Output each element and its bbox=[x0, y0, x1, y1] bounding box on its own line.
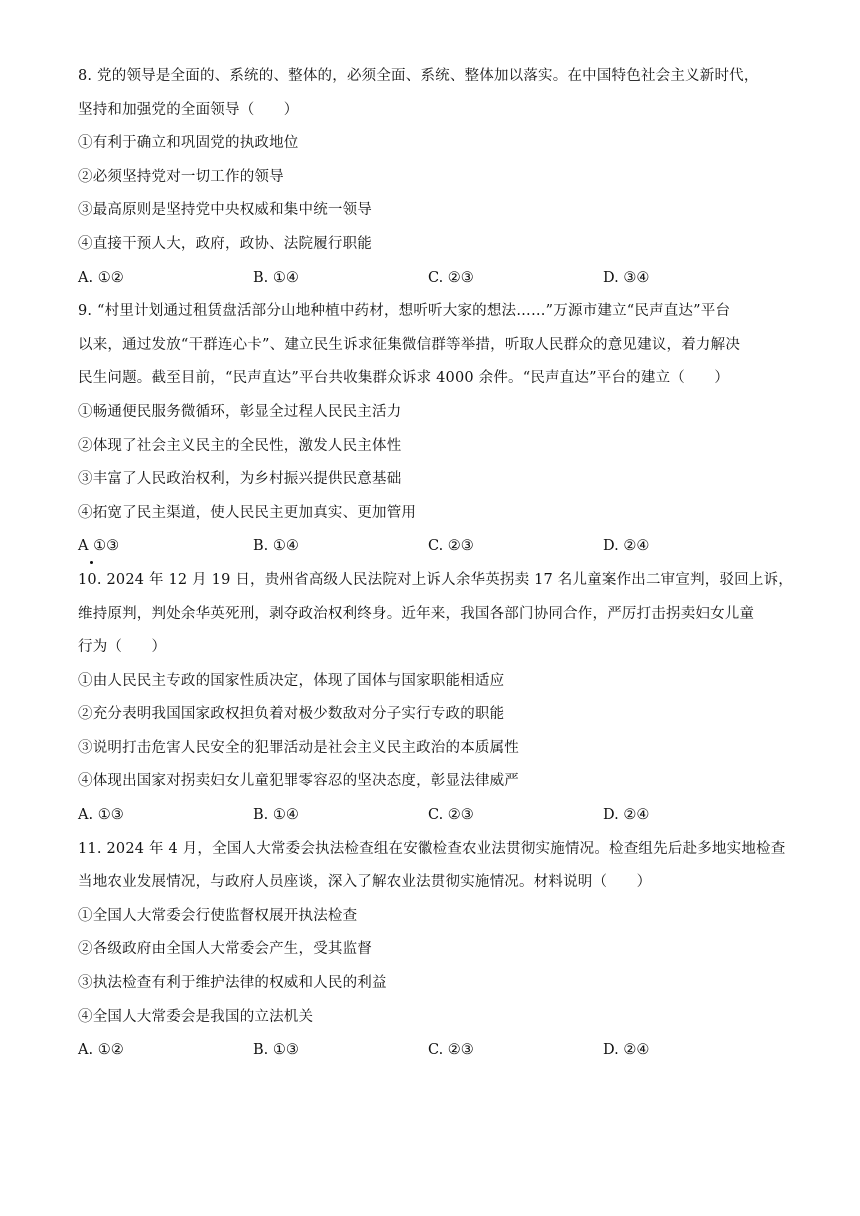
statement: ③执法检查有利于维护法律的权威和人民的利益 bbox=[78, 975, 387, 992]
question-stem-line: 维持原判，判处余华英死刑，剥夺政治权利终身。近年来，我国各部门协同合作，严厉打击拐卖妇女儿童 bbox=[78, 605, 755, 622]
statement: ②体现了社会主义民主的全民性，激发人民主体性 bbox=[78, 437, 402, 454]
statement: ①畅通便民服务微循环，彰显全过程人民民主活力 bbox=[78, 403, 402, 420]
statement: ④全国人大常委会是我国的立法机关 bbox=[78, 1008, 314, 1025]
option-a: A. ①② bbox=[78, 1042, 124, 1059]
statement: ②各级政府由全国人大常委会产生，受其监督 bbox=[78, 941, 372, 958]
exam-page bbox=[78, 60, 793, 1068]
question-stem-line: 行为（ ） bbox=[78, 639, 167, 656]
answer-options bbox=[78, 530, 784, 564]
question-stem-line: 10. 2024 年 12 月 19 日，贵州省高级人民法院对上诉人余华英拐卖 17 名儿童案作出二审宣判，驳回上诉， bbox=[78, 571, 793, 588]
question-stem-line: 8. 党的领导是全面的、系统的、整体的，必须全面、系统、整体加以落实。在中国特色社会主义新时代， bbox=[78, 68, 759, 84]
question-9 bbox=[78, 295, 784, 564]
question-8 bbox=[78, 60, 784, 295]
option-c: C. ②③ bbox=[428, 538, 474, 555]
statement: ④拓宽了民主渠道，使人民民主更加真实、更加管用 bbox=[78, 504, 417, 521]
statement: ③说明打击危害人民安全的犯罪活动是社会主义民主政治的本质属性 bbox=[78, 739, 519, 756]
question-10 bbox=[78, 564, 793, 833]
option-d: D. ②④ bbox=[603, 807, 650, 824]
question-stem-line: 当地农业发展情况，与政府人员座谈，深入了解农业法贯彻实施情况。材料说明（ ） bbox=[78, 874, 652, 891]
question-stem-line: 11. 2024 年 4 月，全国人大常委会执法检查组在安徽检查农业法贯彻实施情况。检查组先后赴多地实地检查 bbox=[78, 840, 786, 857]
option-a: A. ①③ bbox=[78, 807, 124, 824]
statement: ②必须坚持党对一切工作的领导 bbox=[78, 168, 284, 185]
question-11 bbox=[78, 833, 784, 1068]
option-c: C. ②③ bbox=[428, 1042, 474, 1059]
option-b: B. ①③ bbox=[253, 1042, 299, 1059]
option-d: D. ②④ bbox=[603, 1042, 650, 1059]
statement: ①有利于确立和巩固党的执政地位 bbox=[78, 135, 299, 152]
statement: ③丰富了人民政治权利，为乡村振兴提供民意基础 bbox=[78, 471, 402, 488]
statement: ①由人民民主专政的国家性质决定，体现了国体与国家职能相适应 bbox=[78, 672, 505, 689]
question-stem-line: 民生问题。截至目前，“民声直达”平台共收集群众诉求 4000 余件。“民声直达”平台的建立（ ） bbox=[78, 370, 730, 387]
statement: ①全国人大常委会行使监督权展开执法检查 bbox=[78, 907, 358, 924]
statement: ④体现出国家对拐卖妇女儿童犯罪零容忍的坚决态度，彰显法律威严 bbox=[78, 773, 519, 790]
answer-options bbox=[78, 1034, 784, 1068]
option-b: B. ①④ bbox=[253, 269, 299, 286]
statement: ④直接干预人大，政府，政协、法院履行职能 bbox=[78, 235, 372, 252]
statement: ②充分表明我国国家政权担负着对极少数敌对分子实行专政的职能 bbox=[78, 706, 505, 723]
option-a: A ①③ bbox=[78, 530, 253, 564]
answer-options bbox=[78, 262, 784, 296]
option-d: D. ②④ bbox=[603, 538, 650, 555]
option-c: C. ②③ bbox=[428, 807, 474, 824]
option-a: A. ①② bbox=[78, 269, 124, 286]
question-stem-line: 以来，通过发放“干群连心卡”、建立民生诉求征集微信群等举措，听取人民群众的意见建议，着力解决 bbox=[78, 336, 741, 353]
option-d: D. ③④ bbox=[603, 269, 650, 286]
question-stem-line: 坚持和加强党的全面领导（ ） bbox=[78, 101, 299, 118]
statement: ③最高原则是坚持党中央权威和集中统一领导 bbox=[78, 202, 372, 219]
option-b: B. ①④ bbox=[253, 538, 299, 555]
option-c: C. ②③ bbox=[428, 269, 474, 286]
question-stem-line: 9. “村里计划通过租赁盘活部分山地种植中药材，想听听大家的想法……”万源市建立“民声直达”平台 bbox=[78, 303, 731, 320]
answer-options bbox=[78, 799, 784, 833]
option-b: B. ①④ bbox=[253, 807, 299, 824]
